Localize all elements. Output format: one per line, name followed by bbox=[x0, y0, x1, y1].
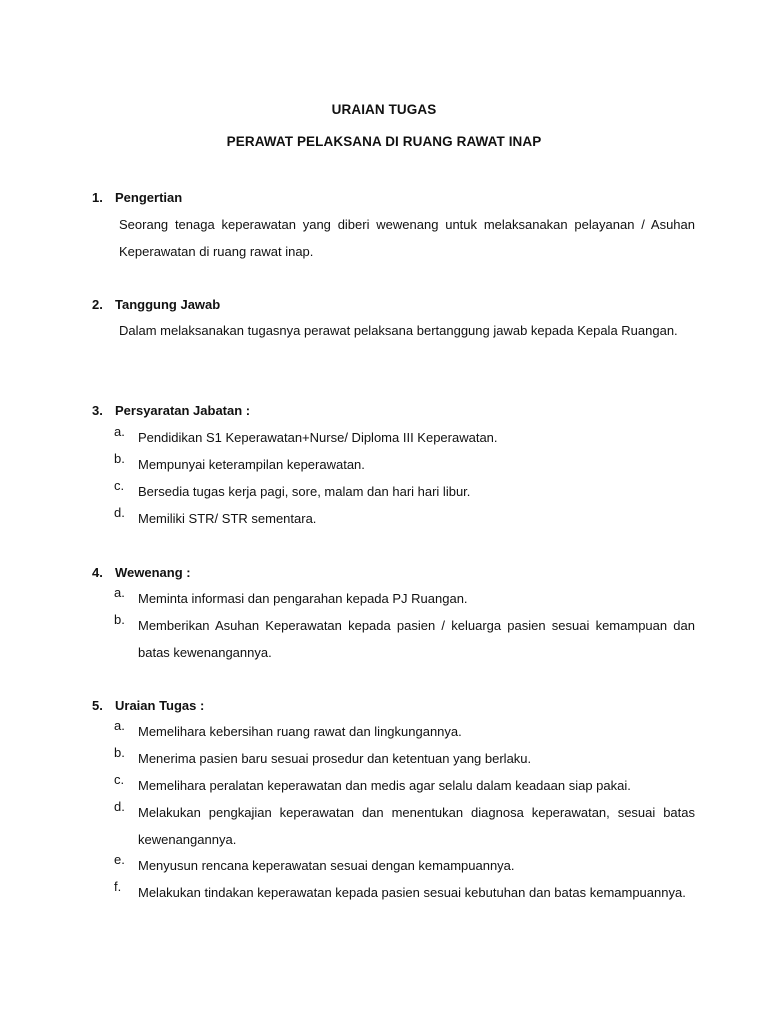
list-marker: f. bbox=[114, 879, 122, 894]
list-item-text: Memelihara kebersihan ruang rawat dan lingkungannya. bbox=[138, 724, 462, 739]
list-item-text: Melakukan pengkajian keperawatan dan menentukan diagnosa keperawatan, sesuai batas kewenangannya. bbox=[138, 805, 695, 847]
list-item bbox=[114, 879, 695, 906]
list-marker: e. bbox=[114, 852, 125, 867]
section-title: Tanggung Jawab bbox=[115, 297, 221, 312]
section-number: 2. bbox=[92, 297, 103, 312]
list-item-text: Melakukan tindakan keperawatan kepada pasien sesuai kebutuhan dan batas kemampuannya. bbox=[138, 885, 686, 900]
list-item bbox=[114, 799, 695, 853]
list-marker: d. bbox=[114, 505, 125, 520]
section-heading-persyaratan bbox=[92, 403, 250, 418]
section-title: Uraian Tugas : bbox=[115, 698, 205, 713]
section-paragraph-tanggung-jawab: Dalam melaksanakan tugasnya perawat pelaksana bertanggung jawab kepada Kepala Ruangan. bbox=[119, 323, 678, 338]
section-heading-wewenang bbox=[92, 565, 191, 580]
section-heading-tanggung-jawab bbox=[92, 297, 220, 312]
list-item-text: Memberikan Asuhan Keperawatan kepada pasien / keluarga pasien sesuai kemampuan dan batas kewenangannya. bbox=[138, 618, 695, 660]
list-marker: a. bbox=[114, 585, 125, 600]
list-item-text: Memiliki STR/ STR sementara. bbox=[138, 511, 317, 526]
section-number: 3. bbox=[92, 403, 103, 418]
section-title: Pengertian bbox=[115, 190, 183, 205]
list-marker: c. bbox=[114, 772, 125, 787]
section-heading-pengertian bbox=[92, 190, 182, 205]
list-marker: a. bbox=[114, 718, 125, 733]
document-subtitle: PERAWAT PELAKSANA DI RUANG RAWAT INAP bbox=[226, 134, 542, 149]
list-item-text: Bersedia tugas kerja pagi, sore, malam dan hari hari libur. bbox=[138, 484, 471, 499]
list-marker: b. bbox=[114, 745, 125, 760]
list-item bbox=[114, 451, 695, 478]
section-number: 5. bbox=[92, 698, 103, 713]
list-item bbox=[114, 585, 695, 612]
list-item-text: Menyusun rencana keperawatan sesuai dengan kemampuannya. bbox=[138, 858, 515, 873]
list-item bbox=[114, 718, 695, 745]
list-marker: a. bbox=[114, 424, 125, 439]
list-item bbox=[114, 772, 695, 799]
list-item-text: Pendidikan S1 Keperawatan+Nurse/ Diploma III Keperawatan. bbox=[138, 430, 498, 445]
list-marker: b. bbox=[114, 451, 125, 466]
list-item-text: Menerima pasien baru sesuai prosedur dan ketentuan yang berlaku. bbox=[138, 751, 532, 766]
list-item bbox=[114, 424, 695, 451]
section-title: Wewenang : bbox=[115, 565, 191, 580]
section-number: 4. bbox=[92, 565, 103, 580]
list-marker: b. bbox=[114, 612, 125, 627]
list-marker: c. bbox=[114, 478, 125, 493]
section-title: Persyaratan Jabatan : bbox=[115, 403, 251, 418]
list-item bbox=[114, 505, 695, 532]
list-item-text: Memelihara peralatan keperawatan dan medis agar selalu dalam keadaan siap pakai. bbox=[138, 778, 631, 793]
section-number: 1. bbox=[92, 190, 103, 205]
list-item bbox=[114, 745, 695, 772]
section-heading-uraian-tugas bbox=[92, 698, 204, 713]
list-item-text: Mempunyai keterampilan keperawatan. bbox=[138, 457, 365, 472]
list-item-text: Meminta informasi dan pengarahan kepada PJ Ruangan. bbox=[138, 591, 468, 606]
list-item bbox=[114, 478, 695, 505]
list-marker: d. bbox=[114, 799, 125, 814]
section-paragraph-pengertian: Seorang tenaga keperawatan yang diberi wewenang untuk melaksanakan pelayanan / Asuhan Keperawatan di ruang rawat inap. bbox=[119, 217, 695, 259]
list-item bbox=[114, 612, 695, 666]
list-item bbox=[114, 852, 695, 879]
document-title: URAIAN TUGAS bbox=[331, 102, 437, 117]
